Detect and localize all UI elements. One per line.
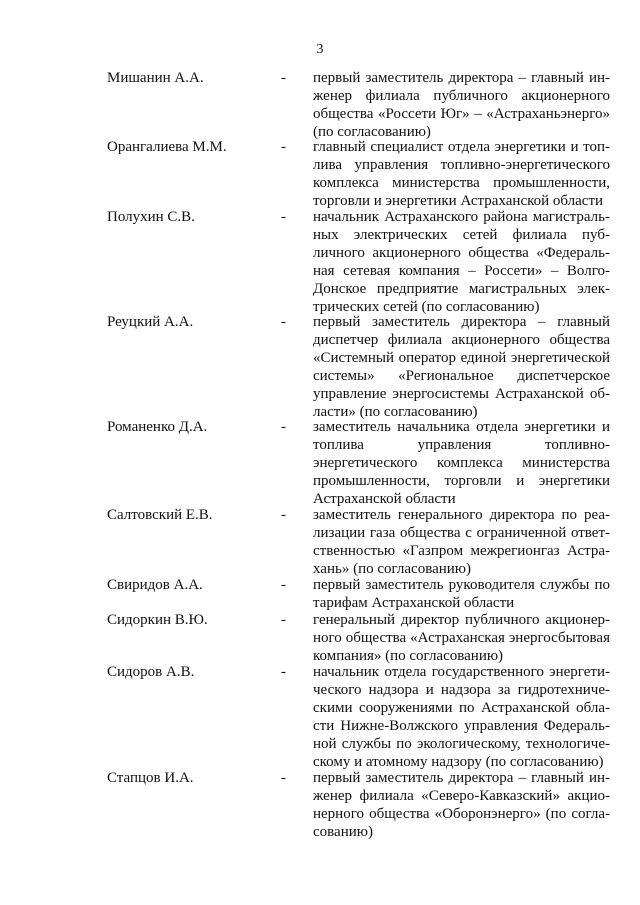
position-line: первый заместитель директора – главный ин- [313,70,610,86]
separator-dash: - [281,139,286,155]
member-name: Реуцкий А.А. [107,314,194,330]
position-line: управление энергосистемы Астраханской об- [313,386,610,403]
position-line: ласти» (по согласованию) [313,404,478,421]
position-line: нерного общества «Оборонэнерго» (по согла- [313,806,610,823]
position-line: ной службы по экологическому, технологиче- [313,736,610,753]
member-name: Свиридов А.А. [107,577,203,593]
member-name: Мишанин А.А. [107,70,204,86]
separator-dash: - [281,419,286,435]
position-line: личного акционерного общества «Федераль- [313,245,610,262]
position-line: сти Нижне-Волжского управления Федераль- [313,718,610,735]
position-line: «Системный оператор единой энергетической [313,350,610,367]
position-line: топлива управления топливно- [313,437,610,454]
position-line: трических сетей (по согласованию) [313,299,540,316]
position-line: торговли и энергетики Астраханской области [313,193,604,210]
position-line: Астраханской области [313,491,456,508]
position-line: промышленности, торговли и энергетики [313,473,610,490]
member-name: Романенко Д.А. [107,419,208,435]
position-line: сованию) [313,824,373,841]
member-name: Сидоров А.В. [107,664,195,680]
position-line: главный специалист отдела энергетики и топ- [313,139,610,155]
position-line: заместитель начальника отдела энергетики и [313,419,610,435]
position-line: лизации газа общества с ограниченной ответ- [313,525,610,542]
separator-dash: - [281,577,286,593]
position-line: системы» «Региональное диспетчерское [313,368,610,385]
member-name: Сидоркин В.Ю. [107,612,208,628]
member-position [313,208,610,317]
position-line: генеральный директор публичного акционер- [313,612,610,628]
page-number: 3 [316,42,324,57]
position-line: первый заместитель директора – главный [313,314,610,330]
separator-dash: - [281,770,286,786]
position-line: ческого надзора и надзора за гидротехниче- [313,682,610,699]
position-line: первый заместитель руководителя службы по [313,577,610,593]
member-position [313,418,610,508]
position-line: женер филиала публичного акционерного [313,88,610,105]
position-line: энергетического комплекса министерства [313,455,610,472]
separator-dash: - [281,70,286,86]
separator-dash: - [281,612,286,628]
member-position [313,611,610,665]
position-line: хань» (по согласованию) [313,561,471,578]
position-line: общества «Россети Юг» – «Астраханьэнерго» [313,106,610,123]
position-line: ная сетевая компания – Россети» – Волго- [313,263,610,280]
member-position [313,663,610,772]
member-name: Полухин С.В. [107,209,195,225]
member-name: Стапцов И.А. [107,770,194,786]
position-line: скому и атомному надзору (по согласованию) [313,754,604,771]
position-line: начальник Астраханского района магистраль- [313,209,610,225]
position-line: комплекса министерства промышленности, [313,175,610,192]
member-position [313,313,610,422]
position-line: первый заместитель директора – главный ин- [313,770,610,786]
member-position [313,769,610,841]
separator-dash: - [281,209,286,225]
position-line: лива управления топливно-энергетического [313,157,610,174]
separator-dash: - [281,664,286,680]
position-line: скими сооружениями по Астраханской обла- [313,700,610,717]
position-line: диспетчер филиала акционерного общества [313,332,610,349]
member-position [313,506,610,578]
position-line: ственностью «Газпром межрегионгаз Астра- [313,543,610,560]
position-line: ных электрических сетей филиала пуб- [313,227,610,244]
member-name: Салтовский Е.В. [107,507,213,523]
member-name: Орангалиева М.М. [107,139,227,155]
position-line: заместитель генерального директора по реа- [313,507,610,523]
position-line: ного общества «Астраханская энергосбытовая [313,630,610,647]
member-position [313,138,610,210]
separator-dash: - [281,314,286,330]
position-line: тарифам Астраханской области [313,595,515,612]
position-line: Донское предприятие магистральных элек- [313,281,610,298]
member-position [313,576,610,612]
position-line: (по согласованию) [313,124,431,141]
position-line: начальник отдела государственного энергети- [313,664,610,680]
separator-dash: - [281,507,286,523]
member-position [313,69,610,141]
position-line: женер филиала «Северо-Кавказский» акцио- [313,788,610,805]
position-line: компания» (по согласованию) [313,648,504,665]
